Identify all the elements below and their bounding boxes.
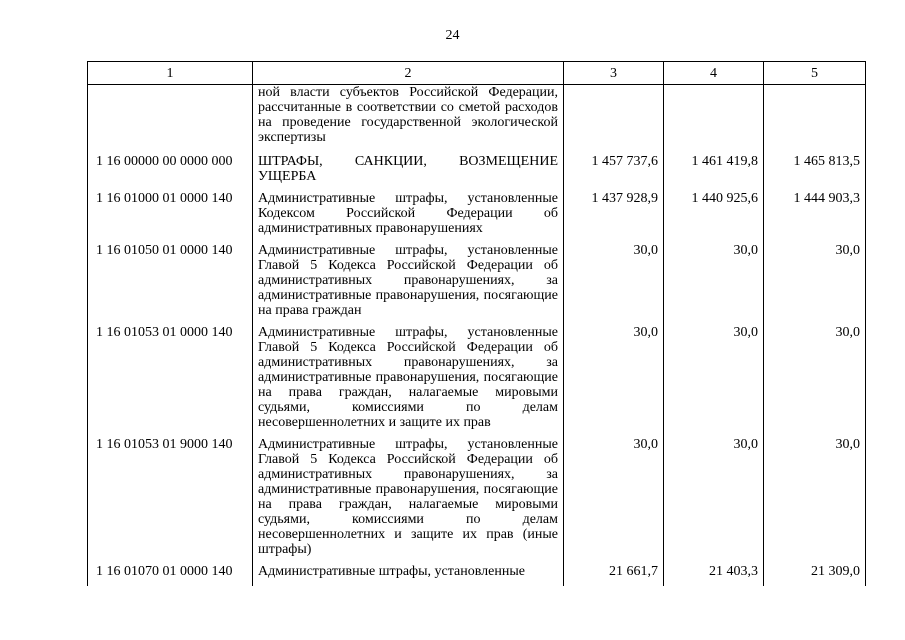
row-value-2: 30,0 [664,243,764,325]
header-row [88,62,866,85]
row-value-1: 30,0 [564,325,664,437]
row-name: ной власти субъектов Российской Федерации, рассчитанные в соответствии со сметой расходов на проведение государственной экологической экспертизы [253,85,564,155]
row-name: Административные штрафы, установленные [253,564,564,586]
row-value-2: 1 461 419,8 [664,154,764,191]
row-code: 1 16 01000 01 0000 140 [88,191,253,243]
row-value-1: 1 457 737,6 [564,154,664,191]
row-value-3: 1 465 813,5 [764,154,866,191]
row-name: ШТРАФЫ, САНКЦИИ, ВОЗМЕЩЕНИЕ УЩЕРБА [253,154,564,191]
row-value-3 [764,85,866,155]
row-code: 1 16 01070 01 0000 140 [88,564,253,586]
row-value-3: 21 309,0 [764,564,866,586]
row-code: 1 16 01053 01 9000 140 [88,437,253,564]
column-header-1: 1 [88,62,253,85]
row-name: Административные штрафы, установленные Главой 5 Кодекса Российской Федерации об административных правонарушениях, за административные правонарушения, посягающие на права граждан, налагаемые мировыми судьями, комиссиями по делам несовершеннолетних и защите их прав [253,325,564,437]
row-value-3: 30,0 [764,325,866,437]
column-header-4: 4 [664,62,764,85]
table-row [88,437,866,564]
column-header-5: 5 [764,62,866,85]
row-value-1: 1 437 928,9 [564,191,664,243]
row-name: Административные штрафы, установленные Главой 5 Кодекса Российской Федерации об административных правонарушениях, за административные правонарушения, посягающие на права граждан, налагаемые мировыми судьями, комиссиями по делам несовершеннолетних и защите их прав (иные штрафы) [253,437,564,564]
table-row [88,85,866,155]
row-value-2: 1 440 925,6 [664,191,764,243]
row-value-1: 30,0 [564,437,664,564]
column-header-2: 2 [253,62,564,85]
row-code [88,85,253,155]
column-header-3: 3 [564,62,664,85]
row-value-2: 30,0 [664,437,764,564]
row-name: Административные штрафы, установленные Кодексом Российской Федерации об административных правонарушениях [253,191,564,243]
page-number: 24 [445,28,460,43]
row-value-3: 30,0 [764,243,866,325]
row-value-1 [564,85,664,155]
table-row [88,191,866,243]
row-value-3: 1 444 903,3 [764,191,866,243]
table-row [88,154,866,191]
row-value-2: 21 403,3 [664,564,764,586]
table-row [88,325,866,437]
row-code: 1 16 00000 00 0000 000 [88,154,253,191]
row-value-1: 30,0 [564,243,664,325]
row-name: Административные штрафы, установленные Главой 5 Кодекса Российской Федерации об административных правонарушениях, за административные правонарушения, посягающие на права граждан [253,243,564,325]
table-row [88,564,866,586]
table-row [88,243,866,325]
budget-revenue-table [87,61,866,586]
row-code: 1 16 01050 01 0000 140 [88,243,253,325]
row-code: 1 16 01053 01 0000 140 [88,325,253,437]
row-value-2: 30,0 [664,325,764,437]
row-value-1: 21 661,7 [564,564,664,586]
row-value-2 [664,85,764,155]
row-value-3: 30,0 [764,437,866,564]
